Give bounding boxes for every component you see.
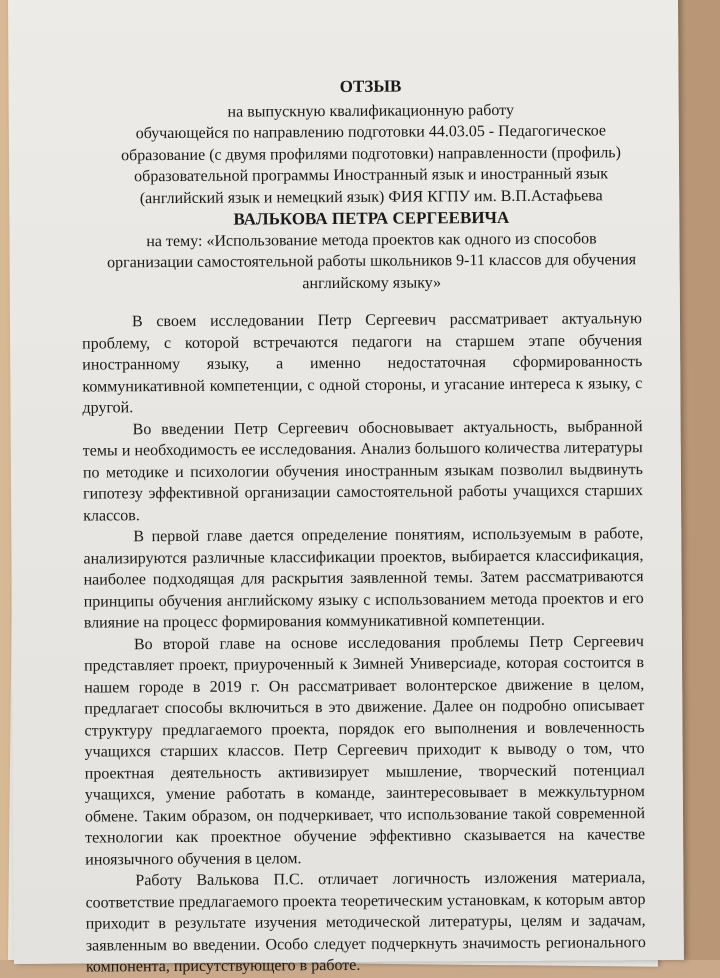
document-page	[8, 0, 684, 976]
paragraph: В первой главе дается определение понятиям, используемым в работе, анализируются различные классификации проектов, выбирается классификация, наиболее подходящая для раскрытия заявленной темы. Затем рассматриваются принципы обучения английскому языку с использованием метода проектов и его влияние на процесс формирования коммуникативной компетенции.	[83, 525, 644, 632]
header-line: образовательной программы Иностранный язык и иностранный язык	[134, 165, 609, 186]
header-line: на выпускную квалификационную работу	[227, 101, 514, 121]
document-title: ОТЗЫВ	[339, 76, 402, 96]
topic-line: английскому языку»	[302, 273, 442, 292]
paragraph: В своем исследовании Петр Сергеевич рассматривает актуальную проблему, с которой встречаются педагоги на старшем этапе обучения иностранному языку, а именно недостаточная сформированность коммуникативной компетенции, с одной стороны, и угасание интереса к языку, с другой.	[82, 310, 643, 417]
topic-line: на тему: «Использование метода проектов как одного из способов	[146, 229, 597, 250]
paragraph: Во введении Петр Сергеевич обосновывает актуальность, выбранной темы и необходимость ее исследования. Анализ большого количества литературы по методике и психологии обучения иностранным языкам позволил выдвинуть гипотезу эффективной организации самостоятельной работы учащихся старших классов.	[82, 417, 644, 525]
review-body	[82, 308, 646, 978]
paragraph: Работу Валькова П.С. отличает логичность изложения материала, соответствие предлагаемого проекта теоретическим установкам, к которым автор приходит в результате изучения методической литературы, целям и задачам, заявленным во введении. Особо следует подчеркнуть значимость регионального компонента, присутствующего в работе.	[85, 869, 646, 976]
topic-line: организации самостоятельной работы школьников 9-11 классов для обучения	[107, 251, 637, 272]
student-name: ВАЛЬКОВА ПЕТРА СЕРГЕЕВИЧА	[233, 207, 510, 229]
document-content	[80, 74, 645, 978]
document-header	[80, 74, 661, 296]
header-line: обучающейся по направлению подготовки 44.03.05 - Педагогическое	[135, 122, 607, 143]
paragraph: Во второй главе на основе исследования проблемы Петр Сергеевич представляет проект, приуроченный к Зимней Универсиаде, которая состоится в нашем городе в 2019 г. Он рассматривает волонтерское движение в целом, предлагает способы включиться в это движение. Далее он подробно описывает структуру предлагаемого проекта, порядок его выполнения и вовлеченность учащихся старших классов. Петр Сергеевич приходит к выводу о том, что проектная деятельность активизирует мышление, творческий потенциал учащихся, умение работать в команде, заинтересовывает в межкультурном обмене. Таким образом, он подчеркивает, что использование такой современной технологии как проектное обучение эффективно сказывается на качестве иноязычного обучения в целом.	[84, 632, 646, 869]
header-line: образование (с двумя профилями подготовки) направленности (профиль)	[120, 143, 621, 164]
header-line: (английский язык и немецкий язык) ФИЯ КГПУ им. В.П.Астафьева	[139, 186, 603, 207]
